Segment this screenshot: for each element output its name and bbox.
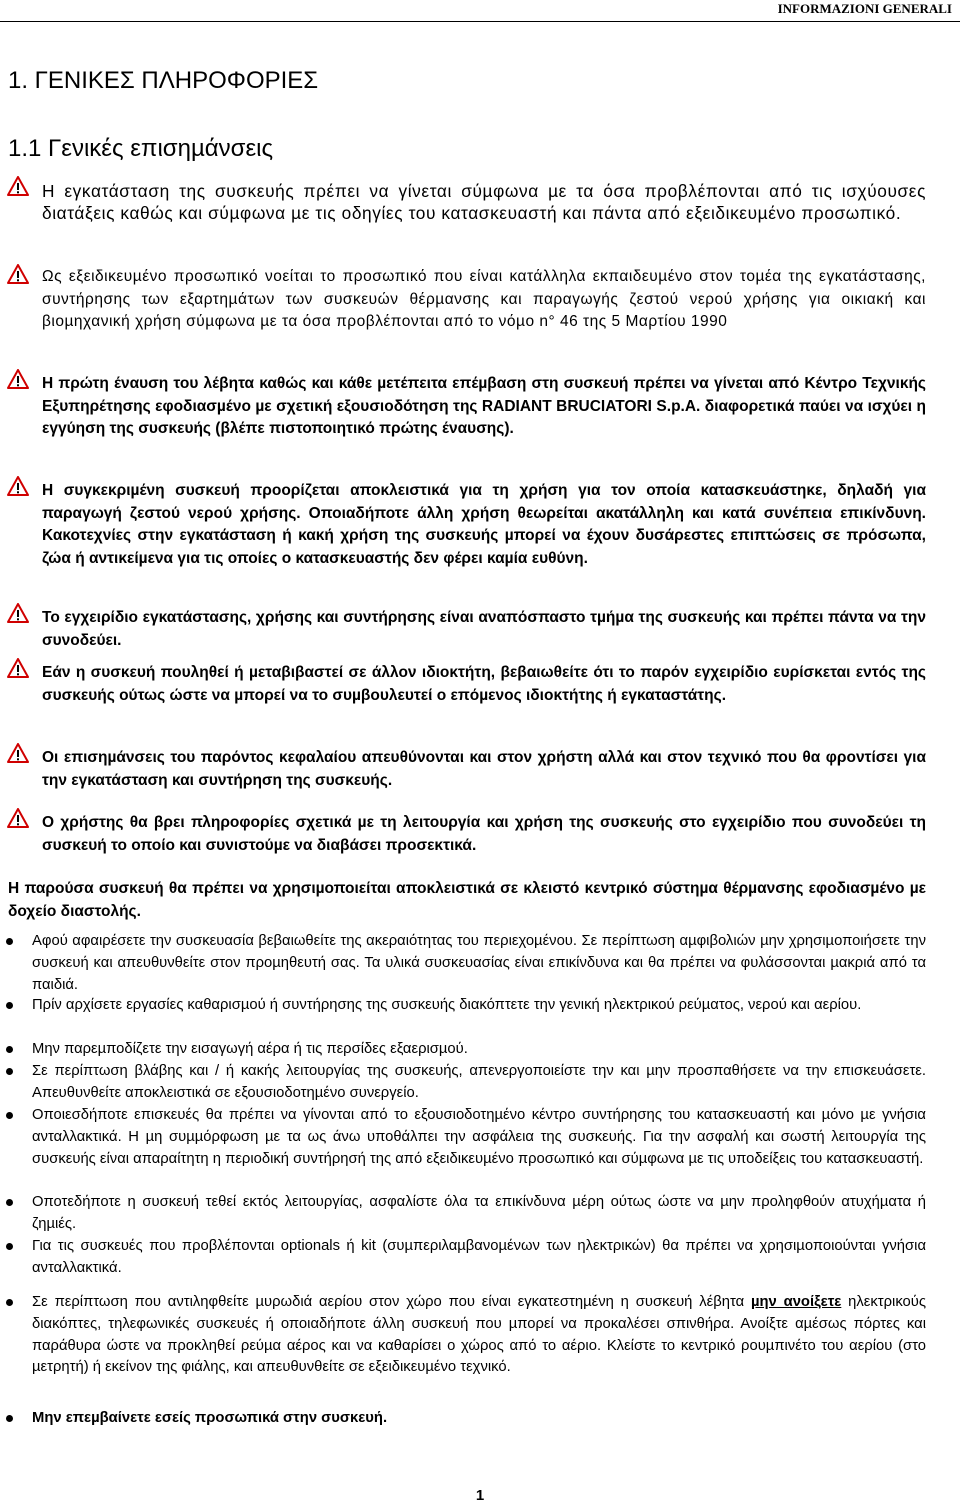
warning-text: Ο χρήστης θα βρει πληροφορίες σχετικά µε τη λειτουργία και χρήση της συσκευής στο εγχειρίδιο που συνοδεύει τη συσκευή το οποίο και συνιστούµε να διαβάσει προσεκτικά.	[42, 814, 926, 854]
warning-triangle-icon	[7, 743, 29, 763]
warning-triangle-icon	[7, 369, 29, 389]
warning-text: Η εγκατάσταση της συσκευής πρέπει να γίνεται σύµφωνα µε τα όσα προβλέπονται από τις ισχύουσες διατάξεις καθώς και σύµφωνα µε τις οδηγίες του κατασκευαστή και πάντα από εξειδικευµένο προσωπικό.	[42, 181, 926, 224]
summary-paragraph: Η παρούσα συσκευή θα πρέπει να χρησιµοποιείται αποκλειστικά σε κλειστό κεντρικό σύστηµα θέρµανσης εφοδιασµένο µε δοχείο διαστολής.	[8, 880, 926, 920]
bullet-dot	[6, 1199, 13, 1206]
warning-triangle-icon	[7, 264, 29, 284]
running-header: INFORMAZIONI GENERALI	[777, 1, 952, 16]
bullet-dot	[6, 1068, 13, 1075]
list-item-text: Οποτεδήποτε η συσκευή τεθεί εκτός λειτουργίας, ασφαλίστε όλα τα επικίνδυνα µέρη ούτως ώστε να µην προληφθούν ατυχήµατα ή ζηµιές.	[32, 1194, 926, 1232]
list-item-text: Οποιεσδήποτε επισκευές θα πρέπει να γίνονται από το εξουσιοδοτηµένο κέντρο συντήρησης του κατασκευαστή και µόνο µε γνήσια ανταλλακτικά. Η µη συµµόρφωση µε τα ως άνω υποθάλπει την ασφάλεια της συσκευής. Για την ασφαλή και σωστή λειτουργία της συσκευής είναι απαραίτητη η περιοδική συντήρησή της από εξειδικευµένο προσωπικό και σύµφωνα µε τις υποδείξεις του κατασκευαστή.	[32, 1107, 926, 1167]
list-item-text: Σε περίπτωση βλάβης και / ή κακής λειτουργίας της συσκευής, απενεργοποιείστε την και µην προσπαθήσετε να την επισκευάσετε. Απευθυνθείτε αποκλειστικά σε εξουσιοδοτηµένο συνεργείο.	[32, 1063, 926, 1101]
warning-text: Η συγκεκριµένη συσκευή προορίζεται αποκλειστικά για τη χρήση για τον οποία κατασκευάστηκε, δηλαδή για παραγωγή ζεστού νερού χρήσης. Οποιαδήποτε άλλη χρήση θεωρείται ακατάλληλη και κατά συνέπεια επικίνδυνη. Κακοτεχνίες στην εγκατάσταση ή κακή χρήση της συσκευής µπορεί να έχουν δυσάρεστες επιπτώσεις σε πρόσωπα, ζώα ή αντικείµενα για τις οποίες ο κατασκευαστής δεν φέρει καµία ευθύνη.	[42, 482, 926, 567]
bullet-dot	[6, 1243, 13, 1250]
bullet-dot	[6, 1002, 13, 1009]
bullet-dot	[6, 938, 13, 945]
warning-text: Εάν η συσκευή πουληθεί ή µεταβιβαστεί σε άλλον ιδιοκτήτη, βεβαιωθείτε ότι το παρόν εγχειρίδιο ευρίσκεται εντός της συσκευής ούτως ώστε να µπορεί να το συµβουλευτεί ο επόµενος ιδιοκτήτης ή εγκαταστάτης.	[42, 664, 926, 704]
list-item-text-part: Σε περίπτωση που αντιληφθείτε µυρωδιά αερίου στον χώρο που είναι εγκατεστηµένη η συσκευή λέβητα	[32, 1294, 751, 1310]
emphasis-text: µην ανοίξετε	[750, 1294, 842, 1310]
bullet-dot	[6, 1112, 13, 1119]
bullet-dot	[6, 1299, 13, 1306]
subsection-title: 1.1 Γενικές επισηµάνσεις	[8, 135, 274, 162]
warning-triangle-icon	[7, 476, 29, 496]
header-divider	[0, 21, 960, 22]
warning-triangle-icon	[7, 603, 29, 623]
list-item-text: Πρίν αρχίσετε εργασίες καθαρισµού ή συντήρησης της συσκευής διακόπτετε την γενική ηλεκτρικού ρεύµατος, νερού και αερίου.	[32, 997, 862, 1013]
list-item-text	[32, 1292, 926, 1379]
list-item-text-part: ηλεκτρικούς διακόπτες, τηλεφωνικές συσκευές ή οποιαδήποτε άλλη συσκευή που µπορεί να προκαλέσει σπινθήρα. Ανοίξτε αµέσως πόρτες και παράθυρα ώστε να προκληθεί ρεύµα αέρος και να καθαρίσει ο χώρος από το αέριο. Κλείστε το κεντρικό ρουµπινέτο του αερίου (στο µετρητή) ή εκείνον της φιάλης, και απευθυνθείτε σε εξειδικευµένο τεχνικό.	[32, 1294, 926, 1376]
page-number: 1	[475, 1487, 485, 1504]
warning-text: Οι επισηµάνσεις του παρόντος κεφαλαίου απευθύνονται και στον χρήστη αλλά και στον τεχνικό που θα φροντίσει για την εγκατάσταση και συντήρηση της συσκευής.	[42, 749, 926, 789]
warning-text: Η πρώτη έναυση του λέβητα καθώς και κάθε µετέπειτα επέµβαση στη συσκευή πρέπει να γίνεται από Κέντρο Τεχνικής Εξυπηρέτησης εφοδιασµένο µε σχετική εξουσιοδότηση της RADIANT BRUCIATORI S.p.A. διαφορετικά παύει να ισχύει η εγγύηση της συσκευής (βλέπε πιστοποιητικό πρώτης έναυσης).	[42, 375, 926, 437]
bullet-dot	[6, 1415, 13, 1422]
warning-text: Ως εξειδικευµένο προσωπικό νοείται το προσωπικό που είναι κατάλληλα εκπαιδευµένο στον τοµέα της εγκατάστασης, συντήρησης των εξαρτηµάτων των συσκευών θέρµανσης και παραγωγής ζεστού νερού χρήσης για οικιακή και βιοµηχανική χρήση σύµφωνα µε τα όσα προβλέπονται από το νόµο n° 46 της 5 Μαρτίου 1990	[42, 268, 926, 330]
warning-text: Το εγχειρίδιο εγκατάστασης, χρήσης και συντήρησης είναι αναπόσπαστο τµήµα της συσκευής και πρέπει πάντα να την συνοδεύει.	[42, 609, 926, 649]
warning-triangle-icon	[7, 176, 29, 196]
bullet-dot	[6, 1046, 13, 1053]
section-title: 1. ΓΕΝΙΚΕΣ ΠΛΗΡΟΦΟΡΙΕΣ	[8, 67, 319, 94]
list-item-text: Αφού αφαιρέσετε την συσκευασία βεβαιωθείτε της ακεραιότητας του περιεχοµένου. Σε περίπτωση αµφιβολιών µην χρησιµοποιήσετε την συσκευή και απευθυνθείτε στον προµηθευτή σας. Τα υλικά συσκευασίας είναι επικίνδυνα και θα πρέπει να φυλάσσονται µακριά από τα παιδιά.	[32, 933, 926, 993]
warning-triangle-icon	[7, 808, 29, 828]
warning-triangle-icon	[7, 658, 29, 678]
list-item-text: Για τις συσκευές που προβλέπονται optionals ή kit (συµπεριλαµβανοµένων των ηλεκτρικών) θα πρέπει να χρησιµοποιούνται γνήσια ανταλλακτικά.	[32, 1238, 926, 1276]
list-item-text: Μην επεµβαίνετε εσείς προσωπικά στην συσκευή.	[32, 1410, 388, 1426]
list-item-text: Μην παρεµποδίζετε την εισαγωγή αέρα ή τις περσίδες εξαερισµού.	[32, 1041, 468, 1057]
